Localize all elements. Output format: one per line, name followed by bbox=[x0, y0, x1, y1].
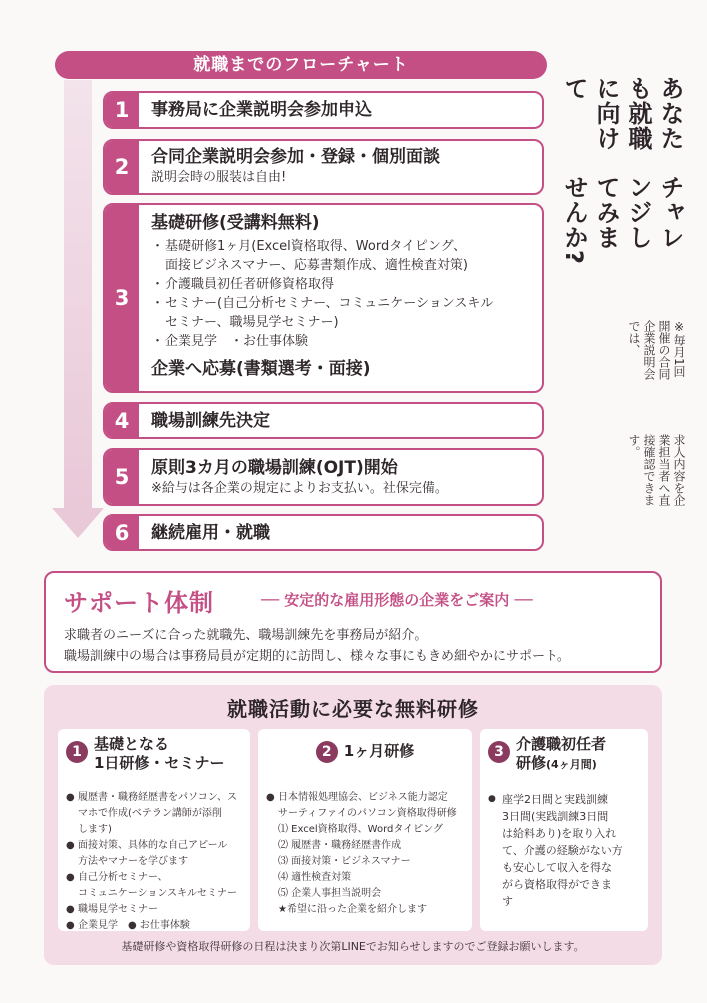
number-badge-icon: 3 bbox=[488, 741, 510, 763]
list-item: ・介護職員初任者研修資格取得 bbox=[151, 277, 335, 292]
flow-arrow-head-icon bbox=[52, 508, 104, 538]
step-6 bbox=[103, 514, 544, 551]
col2-note: ★希望に沿った企業を紹介します bbox=[278, 904, 427, 915]
list-item: ● 企業見学 ● お仕事体験 bbox=[66, 920, 190, 931]
support-title: サポート体制 bbox=[64, 589, 214, 617]
list-item: ● 職場見学セミナー bbox=[66, 904, 158, 915]
col-title: 介護職初任者 研修(4ヶ月間) bbox=[516, 735, 607, 772]
support-subtitle: ── 安定的な雇用形態の企業をご案内 ── bbox=[261, 591, 533, 609]
training-col-1 bbox=[58, 729, 250, 931]
step-title: 基礎研修(受講料無料) bbox=[151, 213, 320, 233]
list-item: ⑸ 企業人事担当説明会 bbox=[278, 888, 382, 899]
list-item: ● 履歴書・職務経歴書をパソコン、ス bbox=[66, 792, 237, 803]
list-item: ● 面接対策、具体的な自己アピール bbox=[66, 840, 228, 851]
step-number: 6 bbox=[105, 516, 139, 549]
side-vertical-text bbox=[556, 76, 686, 506]
training-title: 就職活動に必要な無料研修 bbox=[227, 697, 479, 721]
step-number: 1 bbox=[105, 93, 139, 127]
support-line-2: 職場訓練中の場合は事務局員が定期的に訪問し、様々な事にもきめ細やかにサポート。 bbox=[64, 649, 570, 664]
side-note-line2: 求人内容を企業担当者へ直接確認できます。 bbox=[627, 433, 686, 506]
list-item: ・基礎研修1ヶ月(Excel資格取得、Wordタイピング、 bbox=[151, 239, 467, 254]
number-badge-icon: 2 bbox=[316, 741, 338, 763]
list-item: ● 日本情報処理協会、ビジネス能力認定 bbox=[266, 792, 448, 803]
list-item: ● 自己分析セミナー、 bbox=[66, 872, 168, 883]
step-title: 事務局に企業説明会参加申込 bbox=[151, 100, 372, 120]
step-5 bbox=[103, 448, 544, 506]
side-heading-line1: あなたも就職に向けて bbox=[560, 76, 684, 151]
step-subtext: 説明会時の服装は自由! bbox=[151, 170, 287, 185]
step3-list bbox=[151, 237, 542, 351]
support-text bbox=[64, 625, 570, 667]
flow-arrow-bar bbox=[64, 80, 92, 510]
step-2 bbox=[103, 139, 544, 195]
step-4 bbox=[103, 402, 544, 439]
list-item-cont: セミナー、職場見学セミナー) bbox=[165, 315, 339, 330]
side-heading-line2: チャレンジしてみませんか? bbox=[560, 175, 684, 266]
number-badge-icon: 1 bbox=[66, 741, 88, 763]
support-line-1: 求職者のニーズに合った就職先、職場訓練先を事務局が紹介。 bbox=[64, 628, 428, 643]
list-item-cont: 面接ビジネスマナー、応募書類作成、適性検査対策) bbox=[165, 258, 468, 273]
list-item: ⑶ 面接対策・ビジネスマナー bbox=[278, 856, 411, 867]
training-section bbox=[44, 685, 662, 965]
col3-text: ● 座学2日間と実践訓練 3日間(実践訓練3日間 は給料あり)を取り入れ て、介護の経験がない方 も安心して収入を得な がら資格取得ができま す bbox=[488, 791, 640, 910]
flowchart-title: 就職までのフローチャート bbox=[55, 51, 547, 79]
col2-list: ● 日本情報処理協会、ビジネス能力認定 サーティファイのパソコン資格取得研修 ⑴ Excel資格取得、Wordタイピング ⑵ 履歴書・職務経歴書作成 ⑶ 面接対策・ビジネスマナー ⑷ 適性検査対策 ⑸ 企業人事担当説明会 ★希望に沿った企業を紹介します bbox=[266, 791, 464, 917]
training-col-3 bbox=[480, 729, 648, 931]
col-title: 基礎となる 1日研修・セミナー bbox=[94, 735, 225, 772]
step-title: 原則3カ月の職場訓練(OJT)開始 bbox=[151, 458, 398, 478]
col-title: 1ヶ月研修 bbox=[343, 742, 415, 760]
col1-list: ● 履歴書・職務経歴書をパソコン、ス マホで作成(ベテラン講師が添削 します) ● 面接対策、具体的な自己アピール 方法やマナーを学びます ● 自己分析セミナー、 コミュニケーションスキルセミナー ● 職場見学セミナー ● 企業見学 ● お仕事体験 bbox=[66, 791, 242, 933]
step-number: 4 bbox=[105, 404, 139, 437]
side-note-line1: ※毎月1回開催の合同企業説明会では、 bbox=[627, 319, 686, 380]
step-3 bbox=[103, 203, 544, 393]
step-number: 3 bbox=[105, 205, 139, 391]
step3-apply: 企業へ応募(書類選考・面接) bbox=[151, 359, 371, 379]
step-number: 2 bbox=[105, 141, 139, 193]
footer-note: 基礎研修や資格取得研修の日程は決まり次第LINEでお知らせしますのでご登録お願いします。 bbox=[121, 940, 585, 953]
step-1 bbox=[103, 91, 544, 129]
step-subtext: ※給与は各企業の規定によりお支払い。社保完備。 bbox=[151, 481, 448, 496]
step-title: 職場訓練先決定 bbox=[151, 411, 270, 431]
list-item: ⑴ Excel資格取得、Wordタイピング bbox=[278, 824, 443, 835]
training-col-2 bbox=[258, 729, 472, 931]
support-section bbox=[44, 571, 662, 673]
list-item: ・セミナー(自己分析セミナー、コミュニケーションスキル bbox=[151, 296, 494, 311]
list-item: ⑷ 適性検査対策 bbox=[278, 872, 352, 883]
step-title: 合同企業説明会参加・登録・個別面談 bbox=[151, 147, 440, 167]
list-item: ⑵ 履歴書・職務経歴書作成 bbox=[278, 840, 402, 851]
step-number: 5 bbox=[105, 450, 139, 504]
list-item: ・企業見学 ・お仕事体験 bbox=[151, 334, 309, 349]
step-title: 継続雇用・就職 bbox=[151, 523, 270, 543]
